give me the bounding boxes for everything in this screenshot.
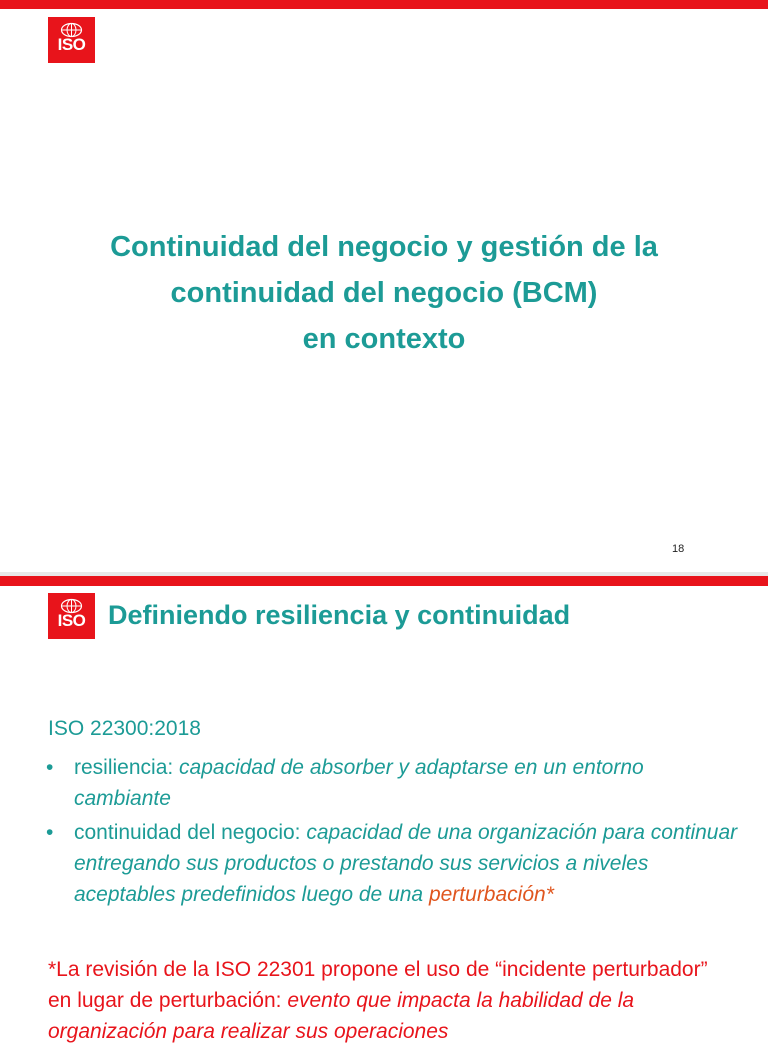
standard-reference: ISO 22300:2018 [48, 717, 201, 740]
list-item [44, 752, 744, 814]
iso-logo [48, 593, 95, 639]
slide-1-title [40, 224, 728, 362]
definition-text: capacidad de absorber y adaptarse en un entorno cambiante [74, 756, 644, 810]
definition-text: capacidad de una organización para continuar entregando sus productos o prestando sus servicios a niveles aceptables predefinidos luego de una [74, 821, 738, 906]
iso-logo [48, 17, 95, 63]
top-red-bar [0, 0, 768, 9]
logo-text: ISO [57, 611, 86, 630]
top-red-bar [0, 576, 768, 586]
footnote-italic: evento que impacta la habilidad de la organización para realizar sus operaciones [48, 989, 635, 1043]
title-line-1: Continuidad del negocio y gestión de la [110, 231, 658, 263]
bullet-icon: • [46, 821, 54, 844]
title-line-2: continuidad del negocio (BCM) [170, 277, 598, 309]
list-item [44, 817, 744, 910]
bullet-icon: • [46, 756, 54, 779]
footnote-marker: * [545, 883, 554, 906]
definition-list [44, 752, 744, 913]
logo-text: ISO [57, 35, 86, 54]
slide-2-title: Definiendo resiliencia y continuidad [108, 600, 571, 630]
title-line-3: en contexto [302, 323, 466, 355]
slide-2 [0, 576, 768, 1043]
footnote-text: *La revisión de la ISO 22301 propone el uso de “incidente perturbador” en lugar de perturbación: [48, 958, 708, 1012]
definition-term: continuidad del negocio: [74, 821, 307, 844]
highlight-term: perturbación [428, 883, 546, 906]
footnote [48, 954, 728, 1047]
definition-term: resiliencia: [74, 756, 180, 779]
page-number: 18 [672, 543, 685, 555]
